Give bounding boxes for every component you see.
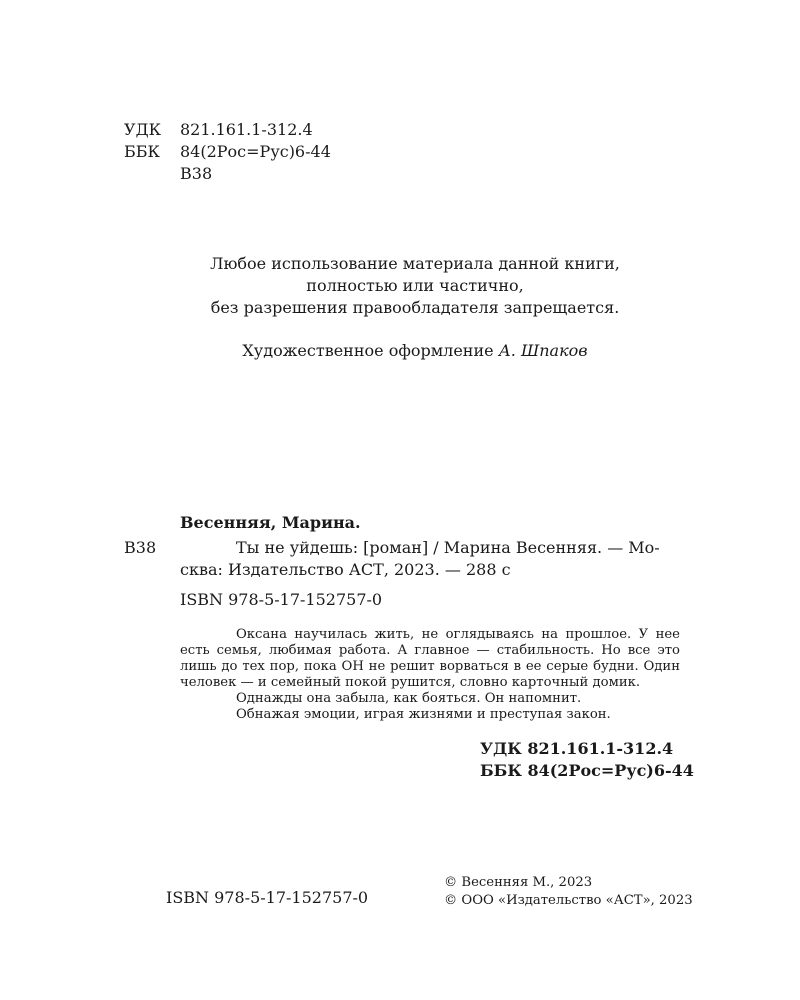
annotation-line-5: Однажды она забыла, как бояться. Он напомнит.: [236, 691, 582, 706]
entry-cutter: В38: [124, 538, 157, 557]
udk-bold: УДК 821.161.1-312.4: [480, 739, 674, 758]
copyright-author: © Весенняя М., 2023: [444, 875, 593, 890]
annotation-line-6: Обнажая эмоции, играя жизнями и преступая закон.: [236, 707, 611, 722]
bbk-row: [124, 141, 331, 163]
bbk-value: 84(2Рос=Рус)6-44: [180, 142, 331, 161]
annotation-line-3: лишь до тех пор, пока ОН не решит ворваться в ее серые будни. Один: [180, 659, 680, 674]
notice-line-1: Любое использование материала данной книги,: [210, 254, 620, 273]
notice-line-2: полностью или частично,: [306, 276, 524, 295]
cutter-row: [124, 163, 212, 185]
copyright-publisher: © ООО «Издательство «АСТ», 2023: [444, 893, 693, 908]
annotation: [180, 627, 680, 723]
entry-isbn: ISBN 978-5-17-152757-0: [180, 590, 383, 609]
udk-value: 821.161.1-312.4: [180, 120, 313, 139]
footer-isbn: ISBN 978-5-17-152757-0: [166, 888, 369, 907]
entry-title-line-1: Ты не уйдешь: [роман] / Марина Весенняя. — Мо-: [236, 538, 660, 557]
design-label: Художественное оформление: [242, 341, 494, 360]
entry-title-line-2: сква: Издательство АСТ, 2023. — 288 с: [180, 560, 511, 579]
annotation-line-4: человек — и семейный покой рушится, словно карточный домик.: [180, 675, 641, 690]
bbk-label: ББК: [124, 142, 160, 161]
annotation-line-2: есть семья, любимая работа. А главное — стабильность. Но все это: [180, 643, 680, 658]
udk-row: [124, 119, 313, 141]
annotation-line-1: Оксана научилась жить, не оглядываясь на прошлое. У нее: [236, 627, 680, 642]
bbk-bold: ББК 84(2Рос=Рус)6-44: [480, 761, 694, 780]
udk-label: УДК: [124, 120, 161, 139]
cutter-mark: В38: [180, 164, 213, 183]
notice-line-3: без разрешения правообладателя запрещается.: [210, 298, 620, 317]
design-artist: А. Шпаков: [498, 341, 588, 360]
design-credit: [0, 340, 800, 362]
entry-author: Весенняя, Марина.: [180, 513, 361, 532]
